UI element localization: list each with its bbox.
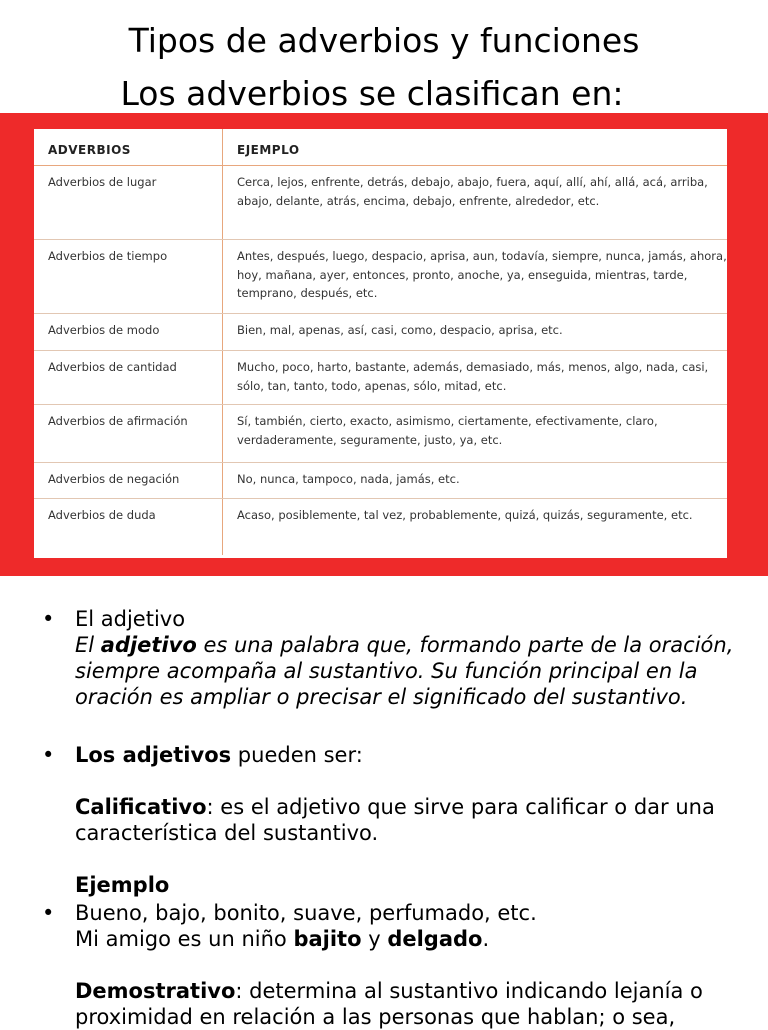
table-row xyxy=(34,351,727,405)
adverb-table xyxy=(34,129,727,555)
header-ejemplo: EJEMPLO xyxy=(223,129,728,166)
row-type: Adverbios de afirmación xyxy=(34,405,223,463)
bullet-tipos-adjetivos: • Los adjetivos pueden ser: Calificativo: es el adjetivo que sirve para calificar o dar una característica del sustantivo. Ejemplo xyxy=(75,742,755,898)
table-row xyxy=(34,240,727,314)
adverb-table-panel xyxy=(34,129,727,558)
calificativo-definition: Calificativo: es el adjetivo que sirve para calificar o dar una característica del sustantivo. xyxy=(75,795,715,845)
page-subtitle: Los adverbios se clasifican en: xyxy=(120,74,624,113)
example-words: Bueno, bajo, bonito, suave, perfumado, etc. xyxy=(75,901,537,925)
table-row xyxy=(34,405,727,463)
row-example: Sí, también, cierto, exacto, asimismo, ciertamente, efectivamente, claro, verdaderamente, seguramente, justo, ya, etc. xyxy=(223,405,728,463)
page-title: Tipos de adverbios y funciones xyxy=(128,21,640,60)
row-type: Adverbios de cantidad xyxy=(34,351,223,405)
row-example: No, nunca, tampoco, nada, jamás, etc. xyxy=(223,463,728,499)
row-example: Antes, después, luego, despacio, aprisa, aun, todavía, siempre, nunca, jamás, ahora, hoy, mañana, ayer, entonces, pronto, anoche, ya, enseguida, mientras, tarde, temprano, después, etc. xyxy=(223,240,728,314)
table-row xyxy=(34,166,727,240)
row-example: Bien, mal, apenas, así, casi, como, despacio, aprisa, etc. xyxy=(223,314,728,351)
header-adverbios: ADVERBIOS xyxy=(34,129,223,166)
adjetivo-definition: El adjetivo es una palabra que, formando parte de la oración, siempre acompaña al sustantivo. Su función principal en la oración es ampliar o precisar el significado del sustantivo. xyxy=(75,633,734,709)
bullet-adjetivo xyxy=(42,606,755,710)
row-type: Adverbios de duda xyxy=(34,499,223,555)
row-example: Acaso, posiblemente, tal vez, probablemente, quizá, quizás, seguramente, etc. xyxy=(237,508,693,522)
example-sentence: Mi amigo es un niño bajito y delgado. xyxy=(75,927,490,951)
row-type: Adverbios de tiempo xyxy=(34,240,223,314)
row-example: Cerca, lejos, enfrente, detrás, debajo, abajo, fuera, aquí, allí, ahí, allá, acá, arriba, abajo, delante, atrás, encima, debajo, enfrente, alrededor, etc. xyxy=(223,166,728,240)
bullet-icon: • xyxy=(42,607,55,631)
row-type: Adverbios de lugar xyxy=(34,166,223,240)
table-row xyxy=(34,463,727,499)
bullet-icon: • xyxy=(42,743,55,767)
row-type: Adverbios de modo xyxy=(34,314,223,351)
row-example: Mucho, poco, harto, bastante, además, demasiado, más, menos, algo, nada, casi, sólo, tan, tanto, todo, apenas, sólo, mitad, etc. xyxy=(223,351,728,405)
row-type: Adverbios de negación xyxy=(34,463,223,499)
table-header-row xyxy=(34,129,727,166)
ejemplo-label: Ejemplo xyxy=(75,873,170,897)
table-row xyxy=(34,314,727,351)
bullet-heading: El adjetivo xyxy=(75,607,186,631)
table-row xyxy=(34,499,727,555)
bullet-ejemplos xyxy=(42,900,755,1030)
bullet-icon: • xyxy=(42,901,55,925)
demostrativo-definition: Demostrativo: determina al sustantivo indicando lejanía o proximidad en relación a las personas que hablan; o sea, xyxy=(75,979,703,1029)
bold-term: Los adjetivos xyxy=(75,743,232,767)
